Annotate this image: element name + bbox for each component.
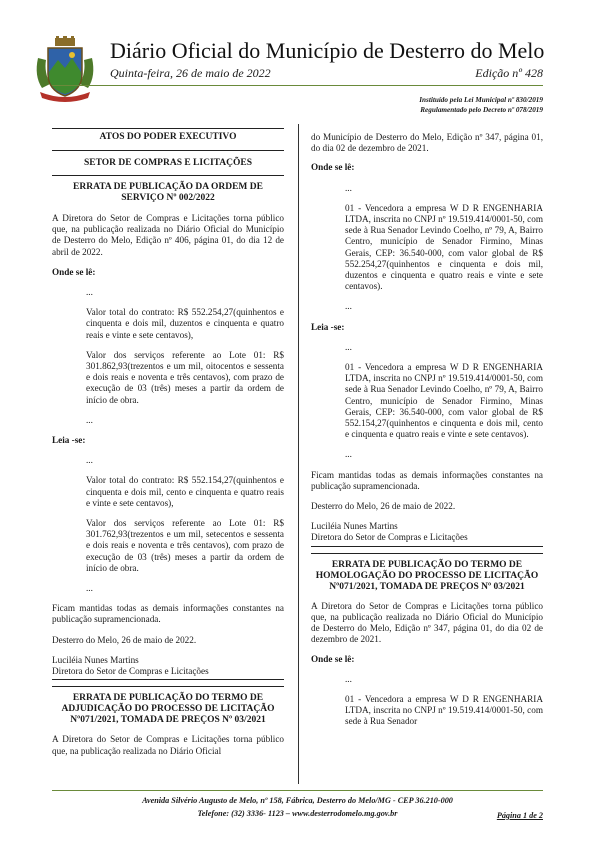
errata-2-original-winner: 01 - Vencedora a empresa W D R ENGENHARIA LTDA, inscrita no CNPJ nº 19.519.414/0001-50, com sede à Rua Senador Levindo Coelho, nº 79, A, Bairro Centro, município de Senador Firmino, Minas Gerais, CEP: 36.540-000, com valor global de R$ 552.254,27(quinhentos e cinquenta e dois mil, duzentos e cinquenta e quatro reais e vinte e sete centavos).	[345, 202, 543, 292]
footer-rule	[52, 790, 543, 791]
errata-1-place-date: Desterro do Melo, 26 de maio de 2022.	[52, 634, 197, 645]
ellipsis: ...	[86, 287, 93, 298]
footer-contact: Telefone: (32) 3336- 1123 – www.desterrodomelo.mg.gov.br	[197, 809, 398, 818]
section-title-procurement: SETOR DE COMPRAS E LICITAÇÕES	[52, 150, 284, 169]
errata-2-where-reads: Onde se lê:	[311, 162, 355, 173]
decree-reference: Regulamentado pelo Decreto nº 078/2019	[420, 106, 543, 114]
ellipsis: ...	[345, 301, 352, 312]
errata-heading-2: ERRATA DE PUBLICAÇÃO DO TERMO DE ADJUDICAÇÃO DO PROCESSO DE LICITAÇÃO Nº071/2021, TOMADA DE PREÇOS Nº 03/2021	[52, 686, 284, 726]
law-reference: Instituído pela Lei Municipal nº 830/2019	[419, 96, 543, 104]
errata-heading-3: ERRATA DE PUBLICAÇÃO DO TERMO DE HOMOLOGAÇÃO DO PROCESSO DE LICITAÇÃO Nº071/2021, TOMADA DE PREÇOS Nº 03/2021	[311, 553, 543, 593]
newspaper-title: Diário Oficial do Município de Desterro do Melo	[110, 38, 545, 63]
errata-1-original-lot: Valor dos serviços referente ao Lote 01: R$ 301.862,93(trezentos e um mil, oitocentos e sessenta e dois reais e noventa e três centavos), com prazo de execução de 03 (três) meses a partir da ordem de início de obra.	[86, 349, 284, 405]
signatory-role: Diretora do Setor de Compras e Licitações	[311, 532, 543, 546]
errata-1-where-reads: Onde se lê:	[52, 266, 96, 277]
errata-2-corrected-winner: 01 - Vencedora a empresa W D R ENGENHARIA LTDA, inscrita no CNPJ nº 19.519.414/0001-50, com sede à Rua Senador Levindo Coelho, nº 79, A, Bairro Centro, município de Senador Firmino, Minas Gerais, CEP: 36.540-000, com valor global de R$ 552.154,27(quinhentos e cinquenta e dois mil, cento e cinquenta e quatro reais e vinte e sete centavos).	[345, 362, 543, 440]
section-title-executive: ATOS DO PODER EXECUTIVO	[52, 128, 284, 143]
errata-2-intro-continued: do Município de Desterro do Melo, Edição nº 347, página 01, do dia 02 de dezembro de 2021.	[311, 132, 543, 154]
signatory-name: Luciléia Nunes Martins	[52, 654, 139, 665]
signatory-name: Luciléia Nunes Martins	[311, 521, 398, 532]
ellipsis: ...	[345, 341, 352, 352]
errata-1-intro: A Diretora do Setor de Compras e Licitações torna público que, na publicação realizada no Diário Oficial do Município de Desterro do Melo, Edição nº 406, página 01, do dia 12 de abril de 2022.	[52, 213, 284, 257]
ellipsis: ...	[86, 455, 93, 466]
ellipsis: ...	[345, 449, 352, 460]
right-column	[311, 132, 543, 728]
ellipsis: ...	[345, 182, 352, 193]
errata-heading-1: ERRATA DE PUBLICAÇÃO DA ORDEM DE SERVIÇO Nº 002/2022	[52, 175, 284, 204]
errata-3-where-reads: Onde se lê:	[311, 653, 355, 664]
errata-2-remaining-info: Ficam mantidas todas as demais informações constantes na publicação supramencionada.	[311, 469, 543, 491]
column-divider	[298, 124, 299, 784]
left-column	[52, 128, 284, 757]
errata-3-intro: A Diretora do Setor de Compras e Licitações torna público que, na publicação realizada no Diário Oficial do Município de Desterro do Melo, Edição nº 347, página 01, do dia 02 de dezembro de 2021.	[311, 600, 543, 645]
ellipsis: ...	[86, 414, 93, 425]
signatory-role: Diretora do Setor de Compras e Licitações	[52, 666, 284, 680]
errata-3-original-winner: 01 - Vencedora a empresa W D R ENGENHARIA LTDA, inscrita no CNPJ nº 19.519.414/0001-50, com sede à Rua Senador	[345, 693, 543, 727]
errata-1-read-as: Leia -se:	[52, 435, 86, 446]
edition-number: Edição nº 428	[475, 66, 543, 80]
errata-1-remaining-info: Ficam mantidas todas as demais informações constantes na publicação supramencionada.	[52, 603, 284, 625]
page-number: Página 1 de 2	[496, 811, 543, 820]
ellipsis: ...	[345, 673, 352, 684]
issue-date: Quinta-feira, 26 de maio de 2022	[110, 66, 271, 80]
errata-2-intro: A Diretora do Setor de Compras e Licitações torna público que, na publicação realizada no Diário Oficial	[52, 734, 284, 756]
ellipsis: ...	[86, 583, 93, 594]
errata-2-read-as: Leia -se:	[311, 321, 345, 332]
errata-2-place-date: Desterro do Melo, 26 de maio de 2022.	[311, 501, 456, 512]
errata-1-original-total: Valor total do contrato: R$ 552.254,27(quinhentos e cinquenta e dois mil, duzentos e cinquenta e quatro reais e vinte e sete centavos),	[86, 307, 284, 340]
errata-1-corrected-total: Valor total do contrato: R$ 552.154,27(quinhentos e cinquenta e dois mil, cento e cinquenta e quatro reais e vinte e sete centavos),	[86, 475, 284, 508]
header-rule	[52, 85, 543, 86]
municipal-coat-of-arms-icon	[32, 36, 98, 102]
errata-1-corrected-lot: Valor dos serviços referente ao Lote 01: R$ 301.762,93(trezentos e um mil, setecentos e sessenta e dois reais e noventa e três centavos), com prazo de execução de 03 (três) meses a partir da ordem de início de obra.	[86, 518, 284, 573]
footer-address: Avenida Silvério Augusto de Melo, nº 158, Fábrica, Desterro do Melo/MG - CEP 36.210-000	[142, 796, 453, 805]
